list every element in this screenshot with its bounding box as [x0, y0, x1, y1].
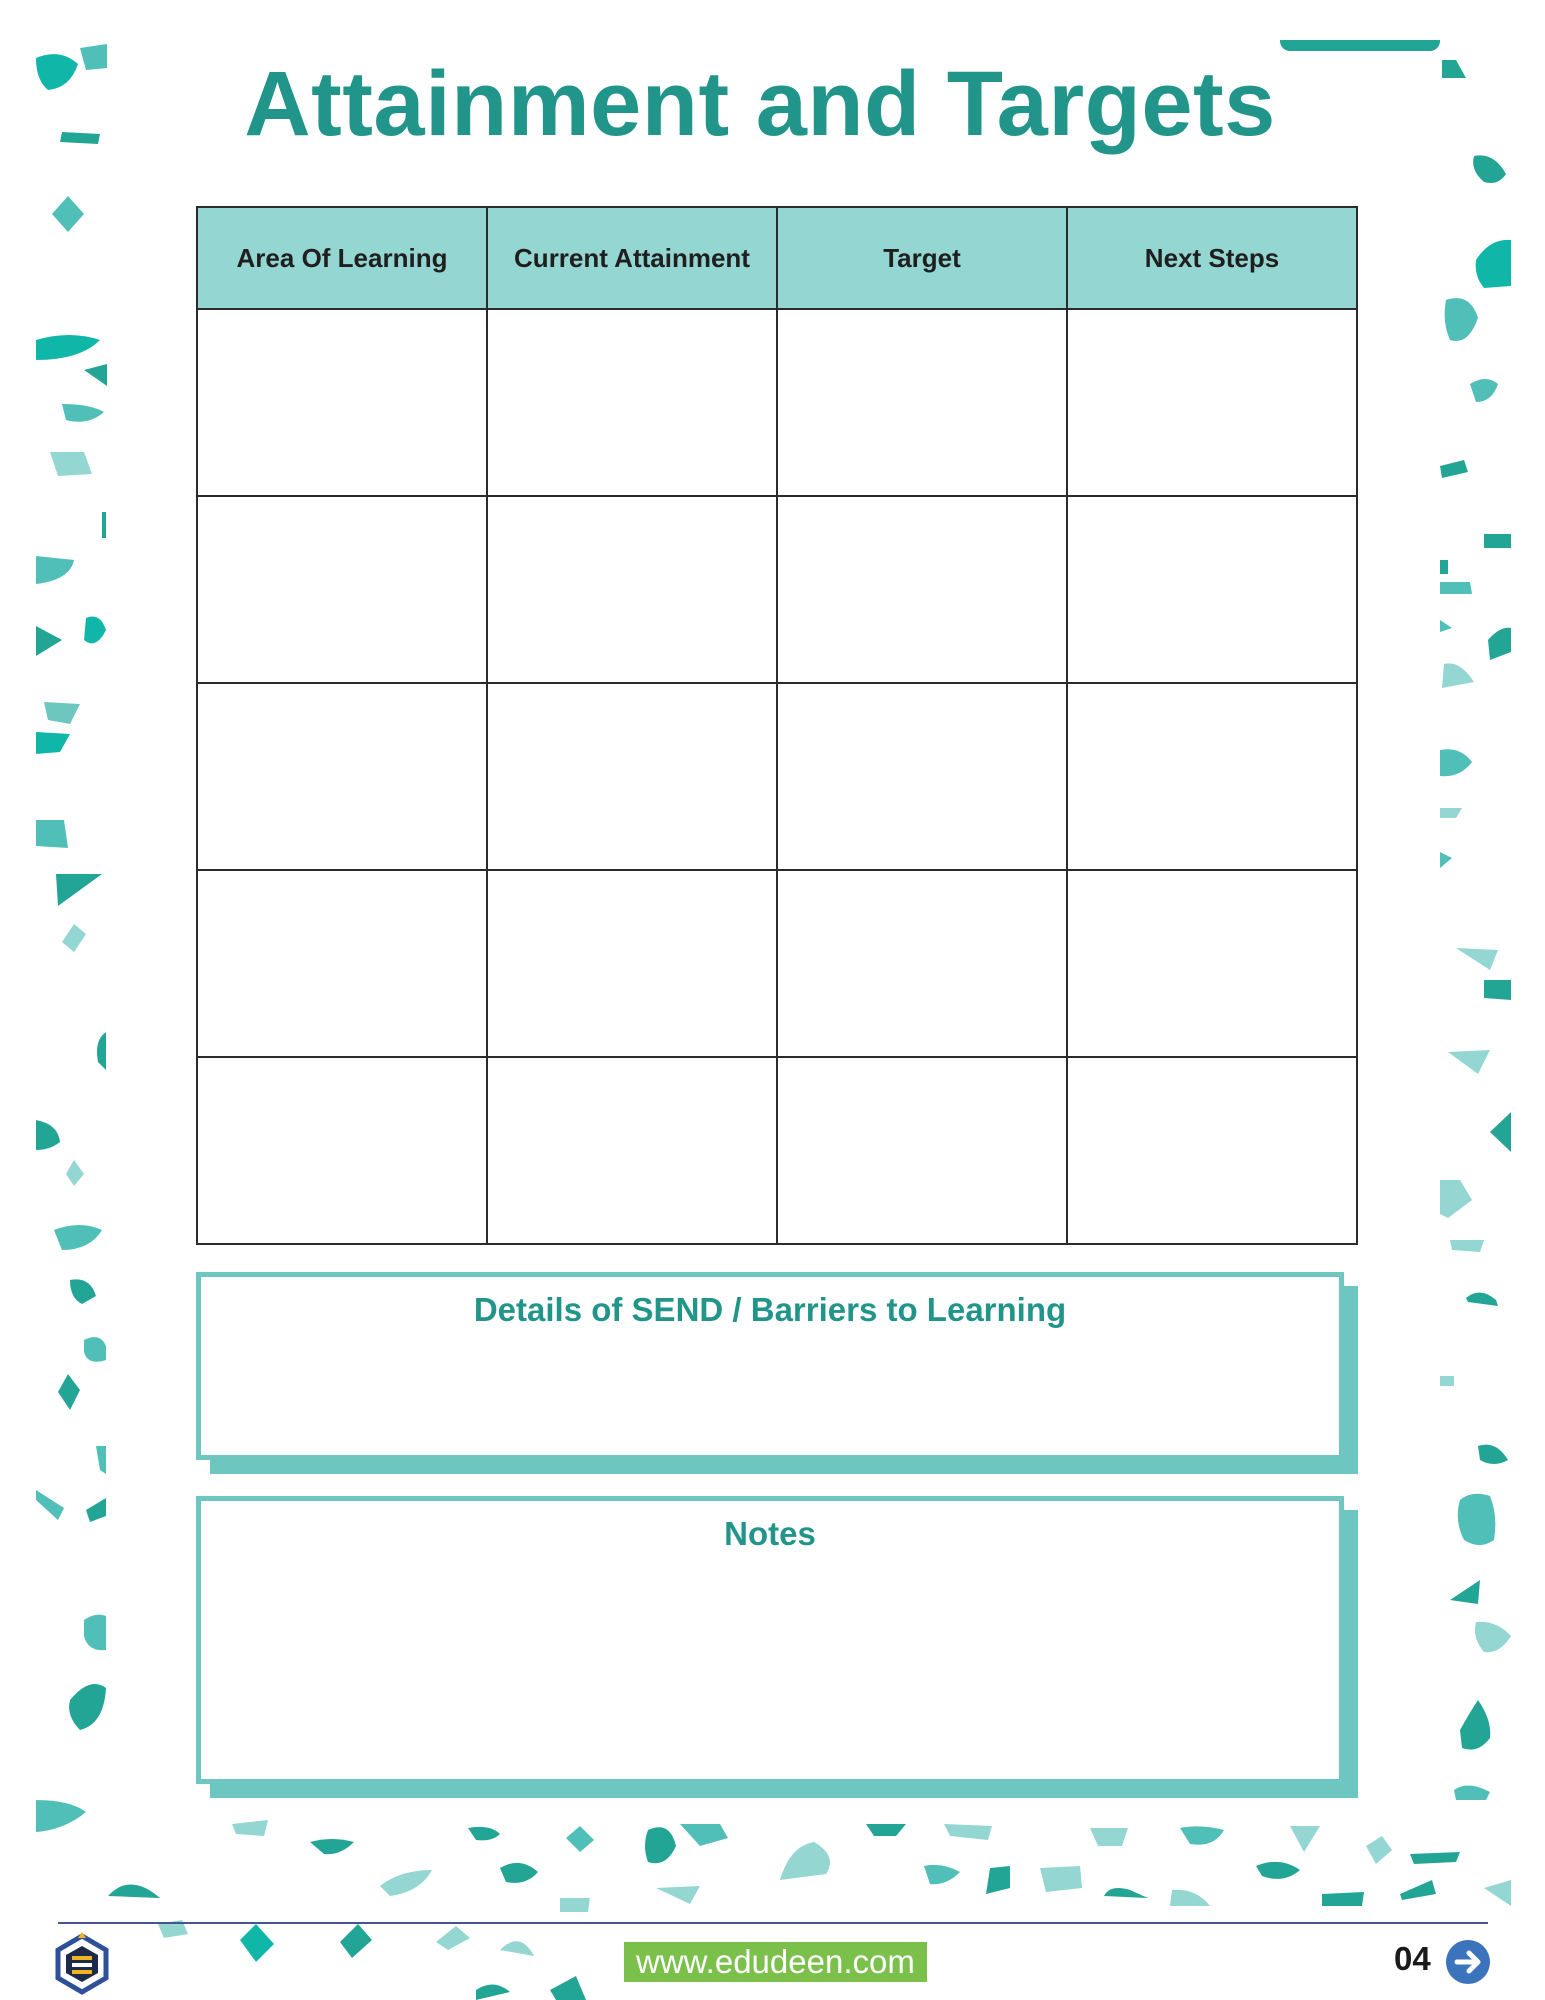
- table-cell[interactable]: [487, 309, 777, 496]
- send-barriers-heading: Details of SEND / Barriers to Learning: [473, 1291, 1067, 1328]
- column-header-target: Target: [777, 207, 1067, 309]
- page-number: 04: [1394, 1940, 1431, 1977]
- table-cell[interactable]: [777, 870, 1067, 1057]
- table-row: [197, 309, 1357, 496]
- table-cell[interactable]: [197, 1057, 487, 1244]
- edudeen-logo-icon: [54, 1932, 110, 1996]
- table-cell[interactable]: [197, 683, 487, 870]
- table-cell[interactable]: [197, 309, 487, 496]
- column-header-area-of-learning: Area Of Learning: [197, 207, 487, 309]
- table-cell[interactable]: [487, 496, 777, 683]
- send-barriers-box[interactable]: [196, 1272, 1344, 1460]
- table-cell[interactable]: [777, 683, 1067, 870]
- table-row: [197, 1057, 1357, 1244]
- table-cell[interactable]: [1067, 496, 1357, 683]
- arrow-right-circle-icon: [1446, 1940, 1490, 1984]
- notes-box[interactable]: [196, 1496, 1344, 1784]
- table-header-row: [197, 207, 1357, 309]
- table-cell[interactable]: [487, 870, 777, 1057]
- notes-heading: Notes: [724, 1515, 816, 1552]
- table-cell[interactable]: [1067, 870, 1357, 1057]
- table-row: [197, 870, 1357, 1057]
- table-cell[interactable]: [1067, 309, 1357, 496]
- table-cell[interactable]: [197, 496, 487, 683]
- page-title: Attainment and Targets: [244, 53, 1276, 155]
- table-cell[interactable]: [777, 496, 1067, 683]
- top-accent-bar: [1280, 40, 1440, 51]
- attainment-table: [196, 206, 1358, 1245]
- table-cell[interactable]: [487, 683, 777, 870]
- table-cell[interactable]: [777, 1057, 1067, 1244]
- table-row: [197, 496, 1357, 683]
- table-cell[interactable]: [1067, 1057, 1357, 1244]
- table-cell[interactable]: [197, 870, 487, 1057]
- footer-divider: [58, 1922, 1488, 1924]
- table-cell[interactable]: [487, 1057, 777, 1244]
- table-cell[interactable]: [1067, 683, 1357, 870]
- website-link[interactable]: www.edudeen.com: [624, 1942, 927, 1982]
- table-row: [197, 683, 1357, 870]
- table-cell[interactable]: [777, 309, 1067, 496]
- column-header-current-attainment: Current Attainment: [487, 207, 777, 309]
- column-header-next-steps: Next Steps: [1067, 207, 1357, 309]
- next-page-button[interactable]: [1446, 1940, 1490, 1984]
